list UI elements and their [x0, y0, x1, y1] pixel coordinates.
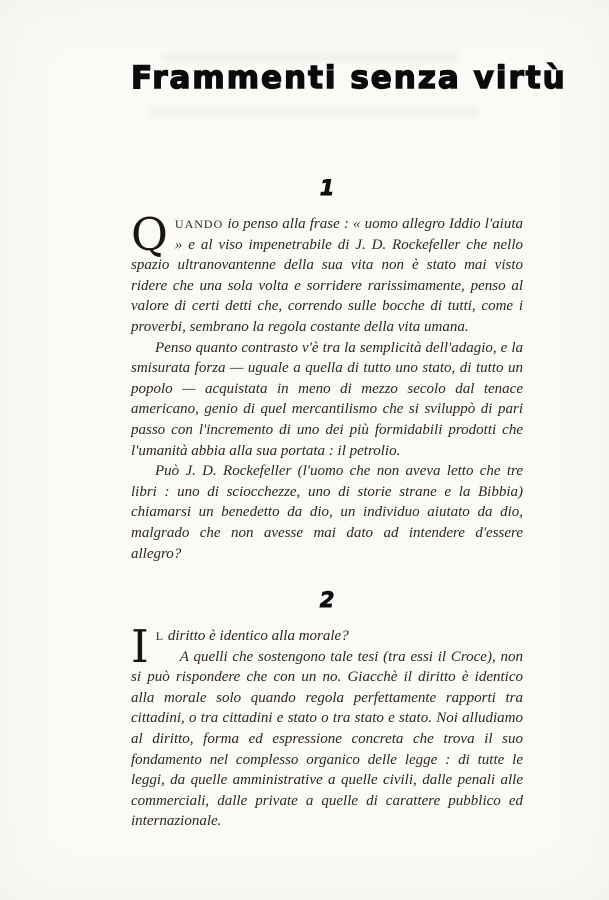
section-1 — [131, 176, 523, 564]
section-2-lead-smallcaps: L — [155, 629, 165, 644]
section-1-paragraph-1 — [131, 208, 524, 338]
section-1-number: 1 — [319, 176, 335, 200]
paragraph-text: io penso alla frase : « uomo allegro Iddio l'aiuta » e al viso impenetrabile di J. D. Rockefeller che nello spazio ultranovantenne della sua vita non è stato mai visto ridere che una sola volta e sorridere rarissimamente, penso al valore di certi detti che, correndo sulle bocche di tutti, come i proverbi, sembrano la regola costante della vita umana. — [131, 216, 524, 335]
section-1-paragraph-3: Può J. D. Rockefeller (l'uomo che non aveva letto che tre libri : uno di sciocchezze, uno di storie strane e la Bibbia) chiamarsi un benedetto da dio, un individuo aiutato da dio, malgrado che non avesse mai dato ad intendere d'essere allegro? — [131, 463, 523, 562]
page-title: Frammenti senza virtù — [131, 60, 567, 96]
section-2-paragraph-2: A quelli che sostengono tale tesi (tra essi il Croce), non si può rispondere che con un no. Giacchè il diritto è identico alla morale solo quando regola perfettamente rapporti tra cittadini, o tra cittadini e stato o tra stato e stato. Noi alludiamo al diritto, forma ed espressione concreta che trova il suo fondamento nel complesso organico delle legge : di tutte le leggi, da quelle amministrative a quelle civili, dalle penali alle commerciali, dalle private a quelle di carattere pubblico ed internazionale. — [131, 648, 523, 830]
section-1-body — [131, 208, 524, 564]
paragraph-text: diritto è identico alla morale? — [167, 628, 349, 645]
section-2 — [131, 588, 523, 832]
section-2-number: 2 — [319, 588, 335, 613]
section-2-paragraph-1 — [131, 626, 523, 647]
section-1-dropcap: Q — [131, 208, 168, 261]
section-1-lead-smallcaps: UANDO — [174, 217, 224, 231]
section-2-body — [131, 620, 523, 832]
section-2-dropcap: I — [131, 620, 149, 674]
section-1-paragraph-2: Penso quanto contrasto v'è tra la semplicità dell'adagio, e la smisurata forza — uguale a quella di tutto uno stato, di tutto un popolo — acquistata in meno di mezzo secolo dal tenace americano, genio di quel mercantilismo che si sviluppò di pari passo con l'incremento di uno dei più formidabili prodotti che l'umanità abbia alla sua portata : il petrolio. — [131, 339, 523, 459]
